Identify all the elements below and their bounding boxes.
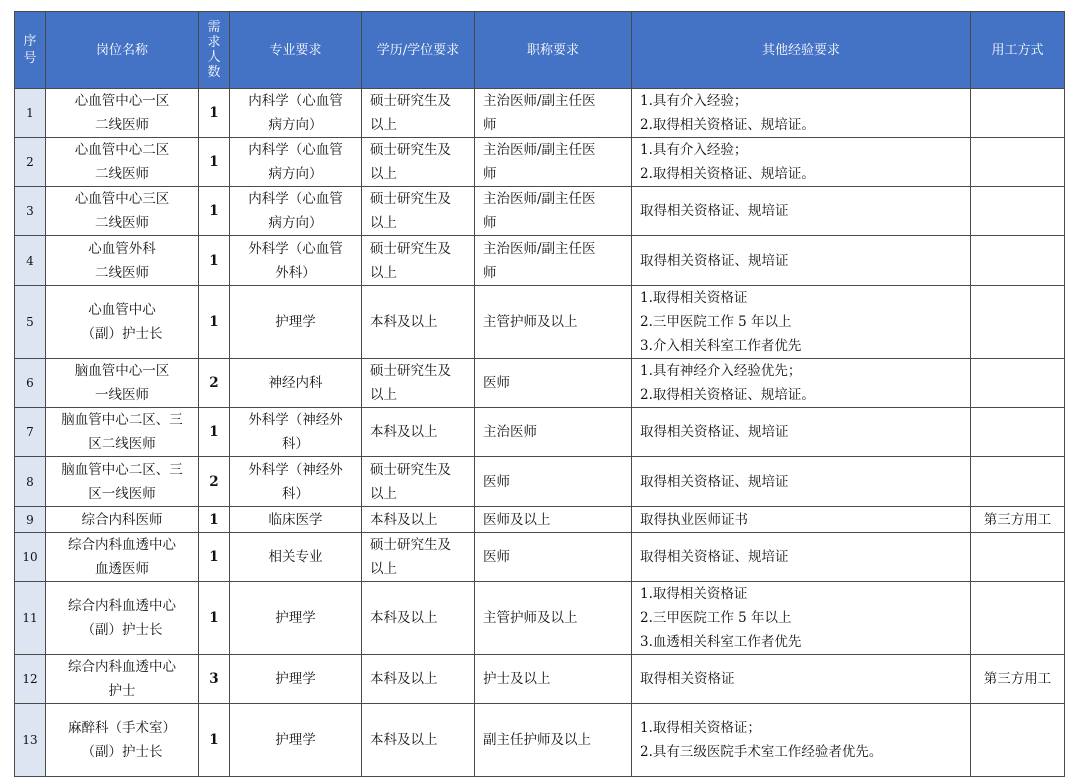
cell-position-line: 脑血管中心二区、三 [61, 412, 183, 428]
cell-major-line: 病方向） [268, 117, 323, 133]
cell-education-line: 硕士研究生及 [370, 461, 451, 478]
header-seq-char: 序 [23, 34, 37, 49]
cell-experience [632, 138, 971, 187]
cell-position [46, 89, 199, 138]
cell-major [230, 507, 362, 533]
cell-position-line: 心血管中心一区 [74, 93, 170, 109]
header-title: 职称要求 [475, 12, 632, 89]
cell-seq: 5 [15, 286, 46, 359]
table-row [15, 655, 1065, 704]
cell-education-line: 本科及以上 [370, 732, 438, 748]
cell-experience [632, 187, 971, 236]
cell-position [46, 236, 199, 286]
cell-major-line: 护理学 [275, 732, 316, 748]
cell-education-line: 本科及以上 [370, 610, 438, 626]
cell-education-line: 以上 [370, 561, 397, 577]
cell-seq: 9 [15, 507, 46, 533]
cell-position [46, 533, 199, 582]
table-row [15, 704, 1065, 777]
cell-education [362, 359, 475, 408]
cell-education-line: 硕士研究生及 [370, 537, 451, 553]
cell-education [362, 138, 475, 187]
cell-position [46, 138, 199, 187]
cell-position-line: （副）护士长 [81, 744, 163, 760]
cell-experience-line: 取得相关资格证、规培证 [640, 252, 789, 269]
cell-education-line: 以上 [370, 166, 397, 182]
cell-education-line: 硕士研究生及 [370, 93, 451, 109]
cell-position-line: （副）护士长 [81, 326, 163, 342]
cell-experience-line: 取得相关资格证、规培证 [640, 203, 789, 219]
cell-education-line: 以上 [370, 264, 397, 281]
table-row [15, 533, 1065, 582]
cell-position-line: 心血管中心 [88, 302, 156, 318]
cell-education [362, 89, 475, 138]
cell-count: 2 [199, 359, 230, 408]
cell-employment [971, 236, 1065, 286]
cell-title [475, 408, 632, 457]
cell-title-line: 医师 [483, 549, 510, 565]
table-header-row [15, 12, 1065, 89]
cell-major [230, 533, 362, 582]
cell-title [475, 533, 632, 582]
cell-position-line: 二线医师 [95, 166, 149, 182]
header-count-char: 人 [207, 50, 221, 65]
cell-count: 1 [199, 187, 230, 236]
cell-title [475, 507, 632, 533]
cell-education [362, 582, 475, 655]
job-table-container [14, 11, 1065, 777]
cell-position [46, 408, 199, 457]
cell-experience-line: 2.取得相关资格证、规培证。 [640, 117, 815, 133]
cell-count: 1 [199, 286, 230, 359]
cell-experience-line: 1.取得相关资格证； [640, 720, 761, 736]
cell-count: 1 [199, 89, 230, 138]
cell-seq: 13 [15, 704, 46, 777]
cell-employment [971, 138, 1065, 187]
cell-education [362, 704, 475, 777]
cell-major-line: 外科学（神经外 [248, 461, 343, 478]
cell-experience-line: 取得执业医师证书 [640, 511, 748, 528]
cell-position-line: 综合内科医师 [81, 511, 163, 528]
header-count-char: 数 [207, 65, 221, 80]
table-row [15, 236, 1065, 286]
cell-position-line: 二线医师 [95, 264, 149, 281]
table-row [15, 359, 1065, 408]
cell-position-line: （副）护士长 [81, 622, 163, 638]
cell-education [362, 408, 475, 457]
cell-title-line: 医师 [483, 473, 510, 490]
cell-position [46, 655, 199, 704]
cell-title [475, 138, 632, 187]
cell-seq: 3 [15, 187, 46, 236]
cell-education [362, 457, 475, 507]
cell-position [46, 582, 199, 655]
cell-experience-line: 1.取得相关资格证 [640, 290, 748, 306]
header-experience: 其他经验要求 [632, 12, 971, 89]
cell-major-line: 临床医学 [268, 511, 323, 528]
cell-count: 1 [199, 533, 230, 582]
cell-major [230, 286, 362, 359]
cell-position [46, 187, 199, 236]
cell-count: 1 [199, 704, 230, 777]
table-row [15, 507, 1065, 533]
cell-experience-line: 取得相关资格证、规培证 [640, 473, 789, 490]
cell-title-line: 医师 [483, 375, 510, 391]
cell-experience-line: 1.具有神经介入经验优先； [640, 363, 802, 379]
table-row [15, 187, 1065, 236]
cell-title-line: 师 [483, 166, 497, 182]
cell-employment [971, 704, 1065, 777]
cell-position [46, 704, 199, 777]
cell-position-line: 血透医师 [95, 561, 149, 577]
cell-major [230, 187, 362, 236]
cell-title-line: 医师及以上 [483, 511, 551, 528]
cell-education-line: 硕士研究生及 [370, 240, 451, 257]
cell-title [475, 236, 632, 286]
cell-title [475, 704, 632, 777]
cell-seq: 12 [15, 655, 46, 704]
cell-position-line: 一线医师 [95, 387, 149, 403]
cell-education [362, 507, 475, 533]
header-count [199, 12, 230, 89]
cell-position [46, 457, 199, 507]
cell-title [475, 582, 632, 655]
cell-title-line: 主治医师/副主任医 [483, 240, 596, 257]
cell-major [230, 138, 362, 187]
cell-title-line: 师 [483, 215, 497, 231]
cell-seq: 7 [15, 408, 46, 457]
cell-count: 1 [199, 582, 230, 655]
cell-title-line: 副主任护师及以上 [483, 732, 591, 748]
cell-major [230, 457, 362, 507]
cell-experience [632, 655, 971, 704]
cell-education [362, 187, 475, 236]
table-row [15, 286, 1065, 359]
cell-employment [971, 408, 1065, 457]
cell-major-line: 护理学 [275, 671, 316, 687]
cell-major [230, 655, 362, 704]
cell-position [46, 286, 199, 359]
cell-position [46, 359, 199, 408]
header-count-char: 需 [207, 20, 221, 35]
cell-seq: 10 [15, 533, 46, 582]
cell-education-line: 以上 [370, 215, 397, 231]
cell-major-line: 外科学（神经外 [248, 412, 343, 428]
header-major: 专业要求 [230, 12, 362, 89]
cell-education [362, 286, 475, 359]
cell-experience-line: 2.取得相关资格证、规培证。 [640, 387, 815, 403]
cell-experience-line: 3.血透相关科室工作者优先 [640, 634, 802, 650]
cell-experience-line: 2.三甲医院工作 5 年以上 [640, 314, 792, 330]
table-row [15, 89, 1065, 138]
cell-education [362, 533, 475, 582]
cell-position-line: 麻醉科（手术室） [68, 720, 176, 736]
cell-experience-line: 2.取得相关资格证、规培证。 [640, 166, 815, 182]
cell-position-line: 综合内科血透中心 [68, 537, 176, 553]
cell-major-line: 病方向） [268, 215, 323, 231]
cell-experience [632, 408, 971, 457]
cell-major-line: 内科学（心血管 [248, 142, 343, 158]
cell-major [230, 704, 362, 777]
header-position: 岗位名称 [46, 12, 199, 89]
cell-education-line: 硕士研究生及 [370, 142, 451, 158]
table-row [15, 408, 1065, 457]
cell-experience [632, 457, 971, 507]
cell-experience [632, 507, 971, 533]
cell-education-line: 本科及以上 [370, 671, 438, 687]
cell-position-line: 心血管中心三区 [74, 191, 170, 207]
cell-major-line: 内科学（心血管 [248, 93, 343, 109]
header-education: 学历/学位要求 [362, 12, 475, 89]
cell-title-line: 主治医师 [483, 424, 537, 440]
cell-seq: 2 [15, 138, 46, 187]
cell-experience [632, 89, 971, 138]
cell-position-line: 护士 [108, 683, 136, 699]
cell-experience [632, 704, 971, 777]
cell-major-line: 科） [282, 485, 309, 502]
cell-major-line: 神经内科 [268, 375, 323, 391]
cell-title-line: 主治医师/副主任医 [483, 142, 596, 158]
cell-experience [632, 582, 971, 655]
cell-position-line: 二线医师 [95, 215, 149, 231]
cell-title [475, 655, 632, 704]
cell-count: 3 [199, 655, 230, 704]
cell-experience-line: 取得相关资格证、规培证 [640, 549, 789, 565]
cell-title [475, 187, 632, 236]
cell-experience-line: 取得相关资格证、规培证 [640, 424, 789, 440]
cell-employment: 第三方用工 [971, 655, 1065, 704]
cell-title [475, 286, 632, 359]
cell-title [475, 457, 632, 507]
cell-major [230, 89, 362, 138]
cell-experience-line: 1.具有介入经验； [640, 93, 748, 109]
cell-education-line: 以上 [370, 387, 397, 403]
cell-experience [632, 533, 971, 582]
table-body [15, 89, 1065, 777]
cell-seq: 6 [15, 359, 46, 408]
cell-employment [971, 457, 1065, 507]
cell-title [475, 359, 632, 408]
cell-employment: 第三方用工 [971, 507, 1065, 533]
cell-education-line: 本科及以上 [370, 511, 438, 528]
cell-title-line: 主治医师/副主任医 [483, 93, 596, 109]
cell-experience-line: 3.介入相关科室工作者优先 [640, 338, 802, 354]
cell-count: 1 [199, 236, 230, 286]
cell-major [230, 359, 362, 408]
cell-education-line: 以上 [370, 117, 397, 133]
cell-major [230, 236, 362, 286]
cell-title-line: 护士及以上 [483, 671, 551, 687]
cell-major [230, 408, 362, 457]
cell-employment [971, 533, 1065, 582]
cell-title-line: 师 [483, 117, 497, 133]
cell-seq: 8 [15, 457, 46, 507]
cell-major-line: 外科） [275, 264, 316, 281]
cell-major-line: 护理学 [275, 610, 316, 626]
cell-employment [971, 582, 1065, 655]
header-count-char: 求 [207, 35, 221, 50]
cell-count: 1 [199, 507, 230, 533]
job-requirements-table [14, 11, 1065, 777]
cell-position-line: 心血管外科 [88, 240, 156, 257]
cell-experience [632, 236, 971, 286]
header-seq-char: 号 [23, 51, 37, 66]
cell-position-line: 区二线医师 [88, 436, 156, 452]
cell-experience-line: 取得相关资格证 [640, 671, 735, 687]
cell-title-line: 主管护师及以上 [483, 610, 578, 626]
cell-major-line: 内科学（心血管 [248, 191, 343, 207]
cell-education [362, 655, 475, 704]
cell-employment [971, 89, 1065, 138]
cell-count: 2 [199, 457, 230, 507]
cell-seq: 1 [15, 89, 46, 138]
cell-education [362, 236, 475, 286]
header-seq [15, 12, 46, 89]
cell-position [46, 507, 199, 533]
table-row [15, 582, 1065, 655]
cell-employment [971, 286, 1065, 359]
cell-position-line: 综合内科血透中心 [68, 598, 176, 614]
table-row [15, 138, 1065, 187]
cell-experience-line: 2.三甲医院工作 5 年以上 [640, 610, 792, 626]
cell-education-line: 硕士研究生及 [370, 363, 451, 379]
cell-major-line: 相关专业 [268, 549, 323, 565]
cell-count: 1 [199, 138, 230, 187]
cell-employment [971, 187, 1065, 236]
cell-position-line: 综合内科血透中心 [68, 659, 176, 675]
cell-employment [971, 359, 1065, 408]
cell-education-line: 硕士研究生及 [370, 191, 451, 207]
cell-education-line: 本科及以上 [370, 314, 438, 330]
cell-major-line: 病方向） [268, 166, 323, 182]
cell-title-line: 师 [483, 264, 497, 281]
cell-experience-line: 1.具有介入经验； [640, 142, 748, 158]
cell-experience [632, 286, 971, 359]
cell-seq: 11 [15, 582, 46, 655]
cell-title-line: 主管护师及以上 [483, 314, 578, 330]
header-employment: 用工方式 [971, 12, 1065, 89]
cell-experience [632, 359, 971, 408]
cell-position-line: 区一线医师 [88, 485, 156, 502]
cell-experience-line: 1.取得相关资格证 [640, 586, 748, 602]
cell-seq: 4 [15, 236, 46, 286]
cell-position-line: 脑血管中心一区 [74, 363, 170, 379]
cell-education-line: 本科及以上 [370, 424, 438, 440]
cell-major [230, 582, 362, 655]
cell-position-line: 二线医师 [95, 117, 149, 133]
cell-title-line: 主治医师/副主任医 [483, 191, 596, 207]
cell-education-line: 以上 [370, 485, 397, 502]
cell-title [475, 89, 632, 138]
cell-position-line: 心血管中心二区 [74, 142, 170, 158]
cell-count: 1 [199, 408, 230, 457]
table-row [15, 457, 1065, 507]
cell-major-line: 护理学 [275, 314, 316, 330]
cell-experience-line: 2.具有三级医院手术室工作经验者优先。 [640, 744, 883, 760]
cell-major-line: 科） [282, 436, 309, 452]
cell-major-line: 外科学（心血管 [248, 240, 343, 257]
cell-position-line: 脑血管中心二区、三 [61, 461, 183, 478]
